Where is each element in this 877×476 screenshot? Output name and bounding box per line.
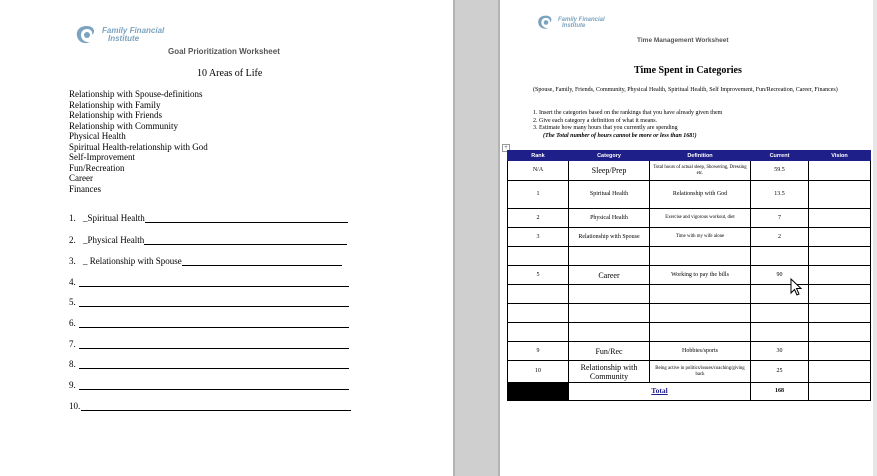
vision-cell[interactable] xyxy=(809,304,871,323)
rank-underline xyxy=(79,319,349,328)
current-cell[interactable] xyxy=(751,247,809,266)
current-cell[interactable]: 7 xyxy=(751,209,809,228)
total-row xyxy=(508,383,871,401)
total-blank-cell xyxy=(508,383,569,401)
category-cell[interactable]: Fun/Rec xyxy=(569,342,650,361)
instruction-item: 1. Insert the categories based on the rankings that you have already given them xyxy=(533,110,723,116)
logo-swirl-icon xyxy=(74,24,100,46)
category-cell[interactable] xyxy=(569,285,650,304)
rank-cell[interactable]: 9 xyxy=(508,342,569,361)
rank-cell[interactable] xyxy=(508,323,569,342)
rank-underline xyxy=(79,381,349,390)
table-row xyxy=(508,181,871,209)
rank-underline xyxy=(79,278,349,287)
table-row xyxy=(508,304,871,323)
vision-cell[interactable] xyxy=(809,228,871,247)
rank-underline xyxy=(79,360,349,369)
rank-entry[interactable]: _Physical Health xyxy=(83,235,145,245)
vision-cell[interactable] xyxy=(809,181,871,209)
category-cell[interactable]: Career xyxy=(569,266,650,285)
family-financial-logo xyxy=(536,14,605,31)
current-cell[interactable]: 13.5 xyxy=(751,181,809,209)
category-cell[interactable]: Physical Health xyxy=(569,209,650,228)
table-row xyxy=(508,342,871,361)
mouse-pointer-icon xyxy=(790,278,802,296)
worksheet-subtitle: Goal Prioritization Worksheet xyxy=(168,47,280,56)
rank-entry[interactable]: _Spiritual Health xyxy=(83,213,145,223)
area-item[interactable]: Relationship with Family xyxy=(69,99,161,110)
definition-cell[interactable]: Being active in politics/issues/coaching/giving back xyxy=(650,361,751,383)
current-cell[interactable] xyxy=(751,323,809,342)
col-header-rank: Rank xyxy=(508,151,569,161)
total-vision-cell[interactable] xyxy=(809,383,871,401)
current-cell[interactable]: 25 xyxy=(751,361,809,383)
definition-cell[interactable] xyxy=(650,285,751,304)
definition-cell[interactable]: Relationship with God xyxy=(650,181,751,209)
rank-number: 9. xyxy=(69,380,76,390)
category-cell[interactable]: Relationship with Spouse xyxy=(569,228,650,247)
definition-cell[interactable]: Time with my wife alone xyxy=(650,228,751,247)
rank-underline xyxy=(182,257,342,266)
rank-number: 10. xyxy=(69,401,81,411)
logo-swirl-icon xyxy=(536,14,556,31)
worksheet-subtitle: Time Management Worksheet xyxy=(637,37,729,44)
area-item[interactable]: Fun/Recreation xyxy=(69,162,125,173)
area-item[interactable]: Self-Improvement xyxy=(69,152,135,162)
area-item[interactable]: Spiritual Health-relationship with God xyxy=(69,141,208,152)
current-cell[interactable]: 59.5 xyxy=(751,161,809,181)
rank-underline xyxy=(81,402,351,411)
vision-cell[interactable] xyxy=(809,209,871,228)
rank-cell[interactable] xyxy=(508,247,569,266)
rank-entry[interactable]: _ Relationship with Spouse xyxy=(83,256,182,266)
category-cell[interactable]: Relationship with Community xyxy=(569,361,650,383)
vision-cell[interactable] xyxy=(809,285,871,304)
vision-cell[interactable] xyxy=(809,361,871,383)
vision-cell[interactable] xyxy=(809,266,871,285)
table-row xyxy=(508,285,871,304)
rank-number: 7. xyxy=(69,339,76,349)
time-categories-heading: Time Spent in Categories xyxy=(634,65,742,76)
vertical-scrollbar[interactable] xyxy=(873,0,877,476)
category-cell[interactable]: Sleep/Prep xyxy=(569,161,650,181)
ranking-line-6[interactable] xyxy=(69,318,349,328)
total-label[interactable]: Total xyxy=(569,383,751,401)
instruction-item: 2. Give each category a definition of what it means. xyxy=(533,117,658,124)
table-row xyxy=(508,209,871,228)
page-edge xyxy=(453,0,455,476)
vision-cell[interactable] xyxy=(809,323,871,342)
logo-line-1: Family Financial xyxy=(558,16,605,23)
rank-underline xyxy=(144,236,347,245)
rank-cell[interactable]: 10 xyxy=(508,361,569,383)
definition-cell[interactable]: Working to pay the bills xyxy=(650,266,751,285)
areas-of-life-list xyxy=(69,89,208,194)
rank-number: 1. xyxy=(69,213,76,223)
areas-heading: 10 Areas of Life xyxy=(197,68,263,79)
logo-line-2: Institute xyxy=(562,22,586,29)
table-row xyxy=(508,323,871,342)
rank-underline xyxy=(79,340,349,349)
category-cell[interactable] xyxy=(569,247,650,266)
instructions-list xyxy=(533,110,722,140)
rank-cell[interactable]: N/A xyxy=(508,161,569,181)
vision-cell[interactable] xyxy=(809,247,871,266)
table-row xyxy=(508,247,871,266)
rank-cell[interactable]: 5 xyxy=(508,266,569,285)
family-financial-logo xyxy=(74,24,164,46)
rank-number: 6. xyxy=(69,318,76,328)
rank-number: 5. xyxy=(69,297,76,307)
rank-number: 2. xyxy=(69,235,76,245)
instruction-item: 3. Estimate how many hours that you currently are spending xyxy=(533,125,678,131)
current-cell[interactable] xyxy=(751,304,809,323)
categories-note: (Spouse, Family, Friends, Community, Physical Health, Spiritual Health, Self Improvement, Fun/Recreation, Career, Finances) xyxy=(533,87,838,93)
rank-cell[interactable]: 3 xyxy=(508,228,569,247)
rank-underline xyxy=(79,298,349,307)
ranking-line-2[interactable] xyxy=(69,235,347,245)
category-cell[interactable] xyxy=(569,304,650,323)
ranking-line-4[interactable] xyxy=(69,277,349,287)
current-cell[interactable]: 2 xyxy=(751,228,809,247)
rank-number: 4. xyxy=(69,277,76,287)
rank-cell[interactable] xyxy=(508,285,569,304)
ranking-line-1[interactable] xyxy=(69,213,348,223)
area-item[interactable]: Relationship with Community xyxy=(69,120,179,131)
table-row xyxy=(508,228,871,247)
total-value[interactable]: 168 xyxy=(751,383,809,401)
definition-cell[interactable] xyxy=(650,247,751,266)
area-item[interactable]: Physical Health xyxy=(69,131,126,141)
col-header-vision: Vision xyxy=(809,151,871,161)
page-gutter xyxy=(455,0,500,476)
ranking-line-8[interactable] xyxy=(69,359,349,369)
rank-number: 3. xyxy=(69,256,76,266)
table-row xyxy=(508,266,871,285)
definition-cell[interactable] xyxy=(650,304,751,323)
col-header-definition: Definition xyxy=(650,151,751,161)
definition-cell[interactable]: Hobbies/sports xyxy=(650,342,751,361)
area-item[interactable]: Relationship with Friends xyxy=(69,110,162,120)
ranking-line-7[interactable] xyxy=(69,339,349,349)
definition-cell[interactable] xyxy=(650,323,751,342)
ranking-line-5[interactable] xyxy=(69,297,349,307)
total-hours-note: (The Total number of hours cannot be more or less than 168!) xyxy=(543,132,697,139)
definition-cell[interactable]: Total hours of actual sleep, Showering, Dressing etc. xyxy=(650,161,751,181)
area-item[interactable]: Finances xyxy=(69,183,101,194)
vision-cell[interactable] xyxy=(809,342,871,361)
vision-cell[interactable] xyxy=(809,161,871,181)
rank-underline xyxy=(145,214,348,223)
definition-cell[interactable]: Exercise and vigorous workout, diet xyxy=(650,209,751,228)
time-table xyxy=(507,150,871,401)
current-cell[interactable]: 90 xyxy=(751,266,809,285)
table-header-row xyxy=(508,151,871,161)
rank-cell[interactable]: 1 xyxy=(508,181,569,209)
ranking-line-3[interactable] xyxy=(69,256,342,266)
table-row xyxy=(508,161,871,181)
ranking-line-10[interactable] xyxy=(69,401,351,411)
right-document-page xyxy=(500,0,877,476)
logo-line-2: Institute xyxy=(108,34,140,43)
category-cell[interactable] xyxy=(569,323,650,342)
rank-number: 8. xyxy=(69,359,76,369)
table-move-handle-icon[interactable]: + xyxy=(502,144,510,152)
area-item[interactable]: Relationship with Spouse-definitions xyxy=(69,89,203,99)
rank-cell[interactable]: 2 xyxy=(508,209,569,228)
rank-cell[interactable] xyxy=(508,304,569,323)
table-row xyxy=(508,361,871,383)
current-cell[interactable]: 30 xyxy=(751,342,809,361)
col-header-category: Category xyxy=(569,151,650,161)
ranking-line-9[interactable] xyxy=(69,380,349,390)
col-header-current: Current xyxy=(751,151,809,161)
logo-line-1: Family Financial xyxy=(102,26,165,35)
category-cell[interactable]: Spiritual Health xyxy=(569,181,650,209)
area-item[interactable]: Career xyxy=(69,173,93,183)
